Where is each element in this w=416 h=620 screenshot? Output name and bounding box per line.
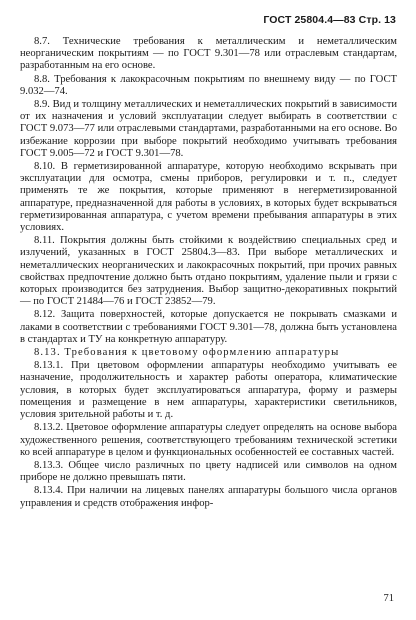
- paragraph-8-9: 8.9. Вид и толщину металлических и неметаллических покрытий в зависимости от их назначения и условий эксплуатации следует выбирать в соответствии с ГОСТ 9.073—77 или отраслевыми стандартами, разработанными на его основе. Во избежание коррозии при выборе покрытий необходимо учитывать требования ГОСТ 9.005—72 и ГОСТ 9.301—78.: [20, 99, 397, 159]
- paragraph-8-13-4: 8.13.4. При наличии на лицевых панелях аппаратуры большого числа органов управления и средств отображения инфор-: [20, 485, 397, 509]
- paragraph-8-7: 8.7. Технические требования к металлическим и неметаллическим неорганическим покрытиям — по ГОСТ 9.301—78 или отраслевым стандартам, разработанным на его основе.: [20, 36, 397, 72]
- paragraph-8-11: 8.11. Покрытия должны быть стойкими к воздействию специальных сред и излучений, указанных в ГОСТ 25804.3—83. При выборе металлических и неметаллических неорганических и лакокрасочных покрытий, при прочих равных свойствах предпочтение должно быть отдано покрытиям, удаление пыли и грязи с которых производится без затруднения. Выбор защитно-декоративных покрытий — по ГОСТ 21484—76 и ГОСТ 23852—79.: [20, 235, 397, 308]
- paragraph-8-13-1: 8.13.1. При цветовом оформлении аппаратуры необходимо учитывать ее назначение, продолжительность и характер работы оператора, климатические условия, в которых будет эксплуатироваться аппаратура, форму и размеры помещения и размещение в нем аппаратуры, характеристики светильников, условия зрительной работы и т. д.: [20, 360, 397, 421]
- paragraph-8-13-2: 8.13.2. Цветовое оформление аппаратуры следует определять на основе выбора художественного решения, соответствующего требованиям технической эстетики ко всей аппаратуре в целом и функциональных особенностей ее составных частей.: [20, 422, 397, 458]
- paragraph-8-8: 8.8. Требования к лакокрасочным покрытиям по внешнему виду — по ГОСТ 9.032—74.: [20, 73, 397, 97]
- paragraph-8-10: 8.10. В герметизированной аппаратуре, которую необходимо вскрывать при эксплуатации для осмотра, смены приборов, регулировки и т. п., следует применять те же покрытия, которые применяют в негерметизированной аппаратуре, предназначенной для работы в условиях, в которых будет вскрываться герметизированная аппаратура, с учетом времени пребывания аппаратуры в этих условиях.: [20, 161, 397, 234]
- section-heading-8-13: 8.13. Требования к цветовому оформлению аппаратуры: [34, 347, 340, 359]
- body-text: [20, 36, 397, 511]
- paragraph-8-12: 8.12. Защита поверхностей, которые допускается не покрывать смазками и лаками в соответствии с требованиями ГОСТ 9.301—78, должна быть установлена в стандартах и ТУ на конкретную аппаратуру.: [20, 309, 397, 345]
- running-header: ГОСТ 25804.4—83 Стр. 13: [263, 14, 396, 26]
- page-number: 71: [383, 593, 394, 604]
- paragraph-8-13-3: 8.13.3. Общее число различных по цвету надписей или символов на одном приборе не должно превышать пяти.: [20, 459, 397, 484]
